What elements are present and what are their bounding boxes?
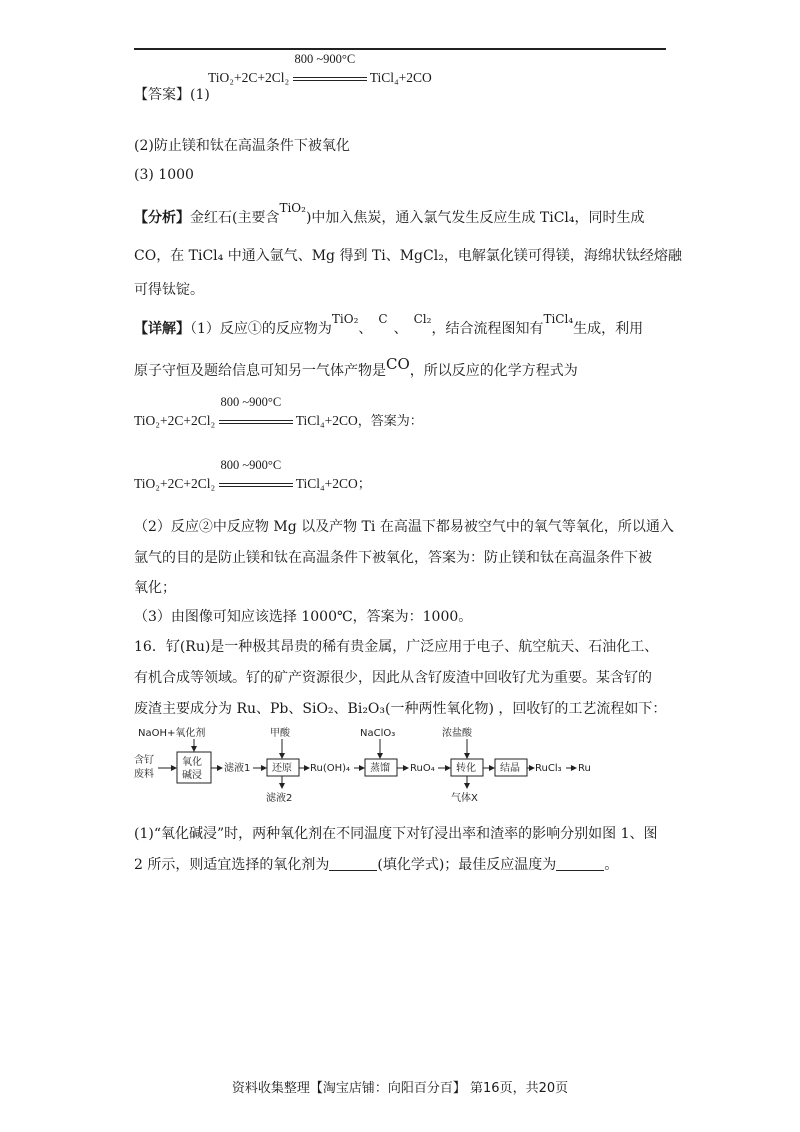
formula-co: CO [386,355,410,373]
equation-lhs: TiO₂+2C+2Cl₂ [134,476,216,491]
flow-filtrate1: 滤液1 [224,763,251,774]
formula-cl2: Cl₂ [413,312,432,326]
q16-sub1-line1: (1)“氧化碱浸”时，两种氧化剂在不同温度下对钌浸出率和渣率的影响分别如图 1、图 [134,826,658,842]
detail-line2 [134,355,578,380]
detail-p2-line2: 氩气的目的是防止镁和钛在高温条件下被氧化，答案为：防止镁和钛在高温条件下被 [134,550,652,566]
detail-line1 [134,312,644,338]
equation-arrow [293,77,367,81]
equation-condition: 800 ~900°C [220,395,282,409]
flow-step4: 转化 [456,763,476,774]
equation-arrow [219,483,293,487]
page-footer: 资料收集整理【淘宝店铺：向阳百分百】 第16页，共20页 [231,1081,569,1096]
flow-product3: RuO₄ [410,763,435,774]
detail-text: ，所以反应的化学方程式为 [409,363,578,379]
answer-part3: (3) 1000 [134,167,194,183]
equation-arrow [219,420,293,424]
equation-lhs: TiO₂+2C+2Cl₂ [208,70,290,85]
formula-tio2: TiO₂ [279,201,306,215]
separator: 、 [393,321,408,337]
equation-rhs: TiCl₄+2CO [295,476,358,491]
flow-reagent2: 甲酸 [270,728,290,739]
equation-answer [208,52,432,86]
q16-sub1-line2 [134,854,618,874]
q16-sub1-text: 。 [604,857,619,873]
q16-line2: 有机合成等领域。钌的矿产资源很少，因此从含钌废渣中回收钌尤为重要。某含钌的 [134,670,652,686]
flow-step3: 蒸馏 [370,763,390,774]
equation-rhs: TiCl₄+2CO [295,413,358,428]
analysis-line2: CO，在 TiCl₄ 中通入氩气、Mg 得到 Ti、MgCl₂，电解氯化镁可得镁，海绵状钛经熔融 [134,248,682,264]
q16-sub1-text: 2 所示，则适宜选择的氧化剂为 [134,857,330,873]
q16-sub1-text: (填化学式)；最佳反应温度为 [377,857,557,873]
analysis-text: 金红石(主要含 [190,210,280,226]
q16-line3: 废渣主要成分为 Ru、Pb、SiO₂、Bi₂O₃(一种两性氧化物) ，回收钌的工艺流程如下： [134,701,667,717]
top-rule [134,48,666,50]
equation-tail: ，答案为： [357,414,423,429]
flow-start-line2: 废料 [134,769,154,780]
flow-step5: 结晶 [500,763,520,774]
equation-lhs: TiO₂+2C+2Cl₂ [134,413,216,428]
equation-rhs: TiCl₄+2CO [369,70,432,85]
equation-condition: 800 ~900°C [220,458,282,472]
detail-text: 生成，利用 [573,321,644,337]
flow-reagent1: NaOH+氧化剂 [138,728,206,739]
analysis-line3: 可得钛锭。 [134,282,204,298]
flow-reagent4: 浓盐酸 [442,728,472,739]
q16-line1: 16．钌(Ru)是一种极其昂贵的稀有贵金属，广泛应用于电子、航空航天、石油化工、 [134,639,659,655]
detail-p2-line1: （2）反应②中反应物 Mg 以及产物 Ti 在高温下都易被空气中的氧气等氧化，所以通入 [134,519,674,535]
analysis-line1 [134,201,645,227]
detail-text: 原子守恒及题给信息可知另一气体产物是 [134,363,386,379]
flow-step2: 还原 [272,763,292,774]
formula-tio2: TiO₂ [331,312,359,326]
detail-text: （1）反应①的反应物为 [190,321,332,337]
formula-ticl4: TiCl₄ [543,312,574,326]
equation-detail-1 [134,395,423,429]
detail-p3: （3）由图像可知应该选择 1000℃，答案为：1000。 [134,609,473,625]
answer-blank-oxidant[interactable] [329,856,377,871]
flow-start-line1: 含钌 [134,755,154,766]
analysis-label: 【分析】 [134,210,190,226]
detail-text: ，结合流程图知有 [431,321,544,337]
answer-blank-temperature[interactable] [556,856,604,871]
flow-reagent3: NaClO₃ [360,728,396,739]
flow-residue2: 滤液2 [266,793,293,804]
flow-final: Ru [578,763,591,774]
separator: 、 [358,321,373,337]
detail-p2-line3: 氧化； [134,580,176,596]
process-flow-diagram [134,726,614,808]
equation-tail: ； [357,476,372,491]
flow-product5: RuCl₃ [535,763,562,774]
flow-product2: Ru(OH)₄ [310,763,351,774]
answer-label: 【答案】(1) [134,87,210,103]
formula-c: C [378,312,388,326]
detail-label: 【详解】 [134,321,190,337]
equation-detail-2 [134,458,372,492]
flow-gas4: 气体X [451,793,478,804]
flow-step1-line2: 碱浸 [182,770,202,781]
flow-step1-line1: 氧化 [182,757,202,768]
equation-condition: 800 ~900°C [294,52,356,66]
answer-part2: (2)防止镁和钛在高温条件下被氧化 [134,138,350,154]
analysis-text: )中加入焦炭，通入氯气发生反应生成 TiCl₄，同时生成 [305,210,645,226]
